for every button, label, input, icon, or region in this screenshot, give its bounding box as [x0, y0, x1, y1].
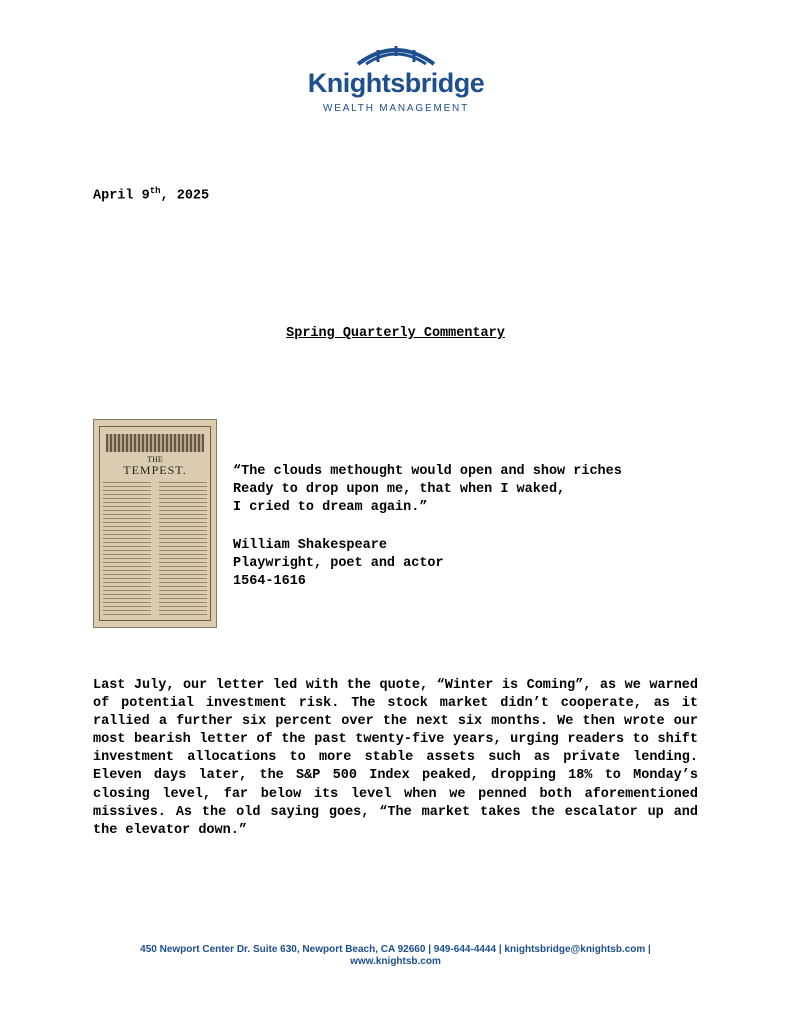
bridge-arch-icon: [356, 42, 436, 66]
ornament-band: [106, 434, 204, 452]
date-prefix: April 9: [93, 188, 150, 204]
body-paragraph: Last July, our letter led with the quote, “Winter is Coming”, as we warned of potential investment risk. The stock market didn’t cooperate, as it rallied a further six percent over the next six months. We then wrote our most bearish letter of the past twenty-five years, urging readers to shift investment allocations to more stable assets such as private lending. Eleven days later, the S&P 500 Index peaked, dropping 18% to Monday’s closing level, far below its level when we penned both aforementioned missives. As the old saying goes, “The market takes the escalator up and the elevator down.”: [93, 678, 698, 838]
image-tempest-text: TEMPEST.: [123, 463, 187, 477]
footer-contact: [0, 944, 791, 968]
page-title: [0, 326, 791, 341]
date-suffix: th: [149, 186, 161, 196]
quote-line: Ready to drop upon me, that when I waked,: [233, 482, 566, 497]
page-title-text: Spring Quarterly Commentary: [286, 326, 505, 341]
footer-website: www.knightsb.com: [350, 956, 441, 967]
text-column-right: [159, 482, 207, 617]
letter-date: [93, 186, 209, 204]
date-rest: , 2025: [160, 188, 210, 204]
quote-role: Playwright, poet and actor: [233, 556, 444, 571]
footer-address-line: 450 Newport Center Dr. Suite 630, Newport Beach, CA 92660 | 949-644-4444 | knightsbridge@knightsb.com |: [140, 944, 651, 955]
quote-years: 1564-1616: [233, 574, 306, 589]
quote-attribution: [233, 537, 444, 591]
text-column-left: [103, 482, 151, 617]
tempest-page-image: [93, 419, 217, 628]
quote-line: I cried to dream again.”: [233, 500, 428, 515]
quote-author: William Shakespeare: [233, 538, 387, 553]
shakespeare-quote: [233, 463, 622, 517]
quote-line: “The clouds methought would open and show riches: [233, 464, 622, 479]
brand-name: Knightsbridge: [307, 68, 485, 98]
company-logo: [306, 42, 486, 122]
brand-tagline: WEALTH MANAGEMENT: [323, 103, 469, 114]
image-the-text: THE: [147, 455, 163, 464]
